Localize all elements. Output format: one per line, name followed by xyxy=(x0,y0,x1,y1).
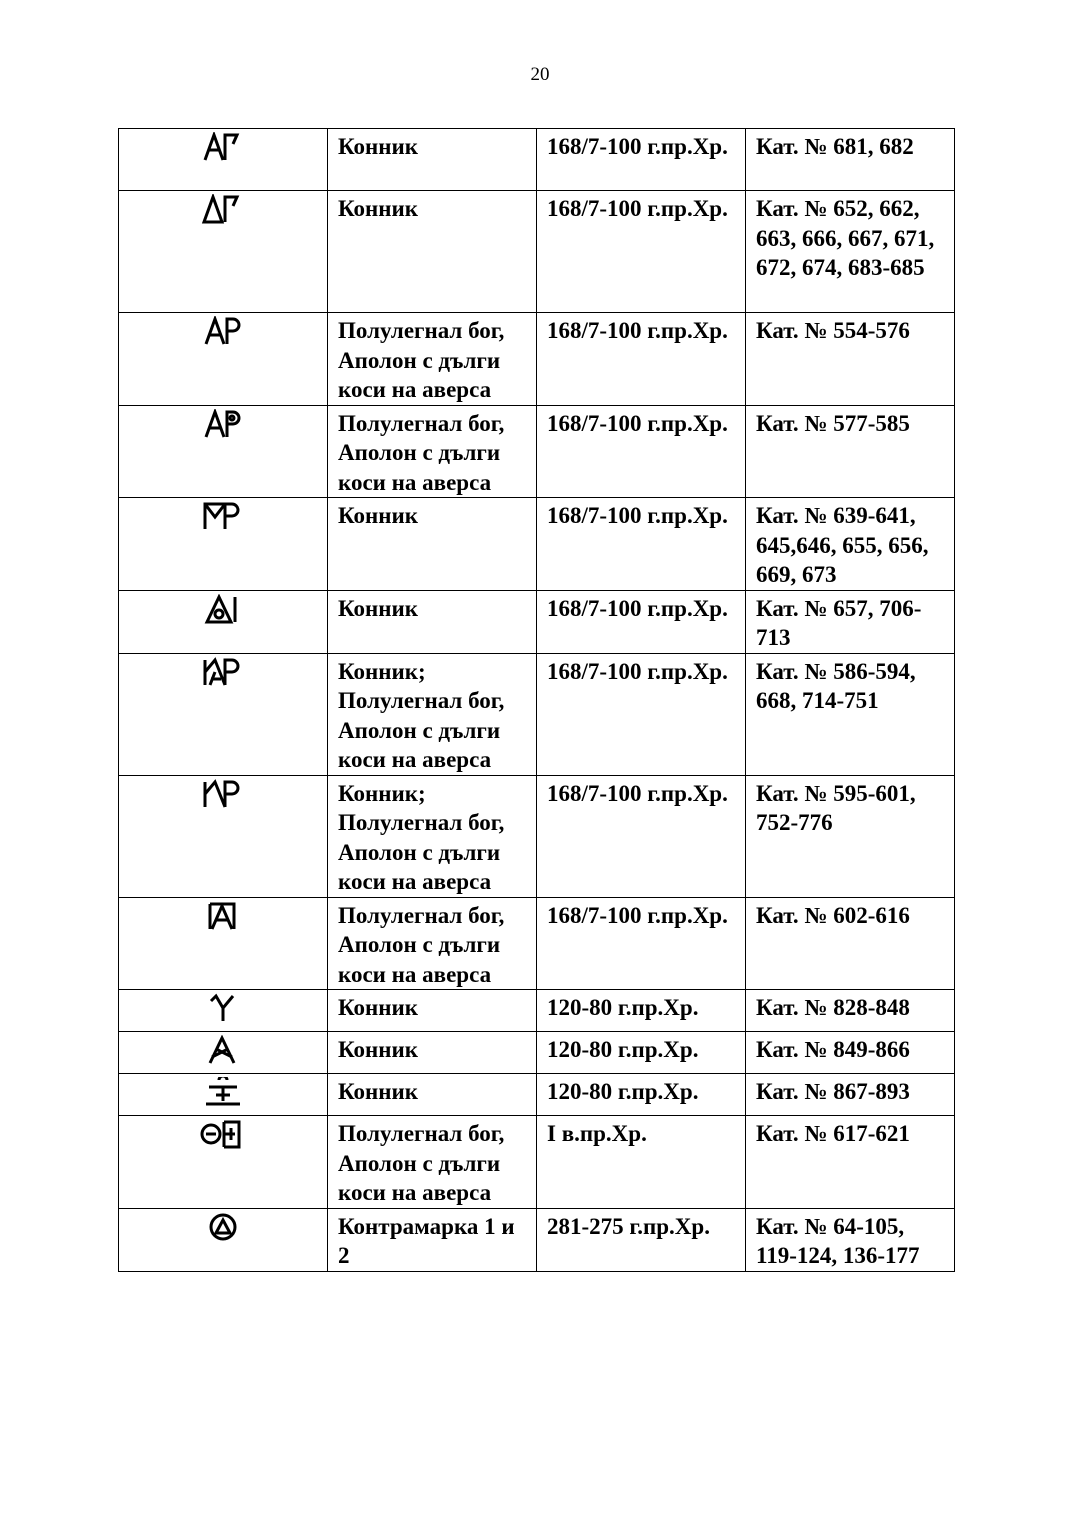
type-cell: Конник xyxy=(328,191,537,313)
table-row xyxy=(119,498,955,591)
date-cell: 281-275 г.пр.Хр. xyxy=(537,1208,746,1271)
monogram-cell xyxy=(119,191,328,313)
date-cell: I в.пр.Хр. xyxy=(537,1116,746,1209)
type-cell: Конник xyxy=(328,1074,537,1116)
monogram-AP-4-icon xyxy=(203,409,243,439)
catalog-cell: Кат. № 652, 662, 663, 666, 667, 671, 672, 674, 683-685 xyxy=(746,191,955,313)
type-cell: Конник xyxy=(328,1032,537,1074)
date-cell: 120-80 г.пр.Хр. xyxy=(537,1032,746,1074)
catalog-cell: Кат. № 681, 682 xyxy=(746,129,955,191)
table-row xyxy=(119,990,955,1032)
table-row xyxy=(119,405,955,498)
table-row xyxy=(119,897,955,990)
table-row xyxy=(119,129,955,191)
date-cell: 168/7-100 г.пр.Хр. xyxy=(537,897,746,990)
monogram-cell xyxy=(119,775,328,897)
monogram-cell xyxy=(119,405,328,498)
date-cell: 120-80 г.пр.Хр. xyxy=(537,990,746,1032)
catalog-cell: Кат. № 828-848 xyxy=(746,990,955,1032)
date-cell: 120-80 г.пр.Хр. xyxy=(537,1074,746,1116)
monogram-HAP-1-icon xyxy=(201,657,245,687)
catalog-cell: Кат. № 554-576 xyxy=(746,313,955,406)
catalog-cell: Кат. № 657, 706-713 xyxy=(746,590,955,653)
table-row xyxy=(119,1116,955,1209)
catalog-cell: Кат. № 577-585 xyxy=(746,405,955,498)
type-cell: Конник; Полулегнал бог, Аполон с дълги коси на аверса xyxy=(328,775,537,897)
monogram-cell xyxy=(119,1032,328,1074)
page-number: 20 xyxy=(530,64,550,85)
date-cell: 168/7-100 г.пр.Хр. xyxy=(537,129,746,191)
type-cell: Конник xyxy=(328,129,537,191)
date-cell: 168/7-100 г.пр.Хр. xyxy=(537,590,746,653)
date-cell: 168/7-100 г.пр.Хр. xyxy=(537,775,746,897)
monogram-cell xyxy=(119,129,328,191)
monogram-cell xyxy=(119,313,328,406)
monogram-AP-1-icon xyxy=(201,132,245,162)
type-cell: Конник xyxy=(328,498,537,591)
monogram-MP-icon xyxy=(201,501,245,531)
catalog-cell: Кат. № 867-893 xyxy=(746,1074,955,1116)
monogram-AP-3-icon xyxy=(203,316,243,346)
catalog-cell: Кат. № 64-105, 119-124, 136-177 xyxy=(746,1208,955,1271)
monogram-Y-icon xyxy=(207,993,239,1023)
table-row xyxy=(119,653,955,775)
monogram-AP-2-icon xyxy=(201,194,245,224)
type-cell: Контрамарка 1 и 2 xyxy=(328,1208,537,1271)
type-cell: Полулегнал бог, Аполон с дълги коси на аверса xyxy=(328,405,537,498)
monogram-cell xyxy=(119,653,328,775)
catalog-cell: Кат. № 639-641, 645,646, 655, 656, 669, 673 xyxy=(746,498,955,591)
catalog-cell: Кат. № 849-866 xyxy=(746,1032,955,1074)
monogram-cell xyxy=(119,1208,328,1271)
date-cell: 168/7-100 г.пр.Хр. xyxy=(537,498,746,591)
catalog-cell: Кат. № 617-621 xyxy=(746,1116,955,1209)
type-cell: Полулегнал бог, Аполон с дълги коси на аверса xyxy=(328,1116,537,1209)
monogram-cell xyxy=(119,1116,328,1209)
date-cell: 168/7-100 г.пр.Хр. xyxy=(537,653,746,775)
table-row xyxy=(119,191,955,313)
date-cell: 168/7-100 г.пр.Хр. xyxy=(537,405,746,498)
monogram-circle-delta-icon xyxy=(207,1212,239,1242)
table-row xyxy=(119,313,955,406)
monogram-T-bar-icon xyxy=(203,1077,243,1107)
type-cell: Полулегнал бог, Аполон с дълги коси на аверса xyxy=(328,313,537,406)
catalog-cell: Кат. № 595-601, 752-776 xyxy=(746,775,955,897)
type-cell: Полулегнал бог, Аполон с дълги коси на аверса xyxy=(328,897,537,990)
monogram-table xyxy=(118,128,955,1272)
monogram-HAP-2-icon xyxy=(201,779,245,809)
table-row xyxy=(119,590,955,653)
monogram-theta-E-icon xyxy=(199,1119,247,1149)
catalog-cell: Кат. № 602-616 xyxy=(746,897,955,990)
table-row xyxy=(119,1032,955,1074)
type-cell: Конник xyxy=(328,590,537,653)
monogram-cell xyxy=(119,498,328,591)
date-cell: 168/7-100 г.пр.Хр. xyxy=(537,313,746,406)
type-cell: Конник; Полулегнал бог, Аполон с дълги коси на аверса xyxy=(328,653,537,775)
monogram-boxed-A-icon xyxy=(206,901,240,931)
monogram-cell xyxy=(119,590,328,653)
monogram-delta-icon xyxy=(203,594,243,624)
catalog-cell: Кат. № 586-594, 668, 714-751 xyxy=(746,653,955,775)
monogram-cell xyxy=(119,990,328,1032)
table-row xyxy=(119,1208,955,1271)
date-cell: 168/7-100 г.пр.Хр. xyxy=(537,191,746,313)
monogram-cell xyxy=(119,1074,328,1116)
table-row xyxy=(119,775,955,897)
monogram-A-cross-icon xyxy=(206,1035,240,1065)
type-cell: Конник xyxy=(328,990,537,1032)
table-row xyxy=(119,1074,955,1116)
monogram-cell xyxy=(119,897,328,990)
